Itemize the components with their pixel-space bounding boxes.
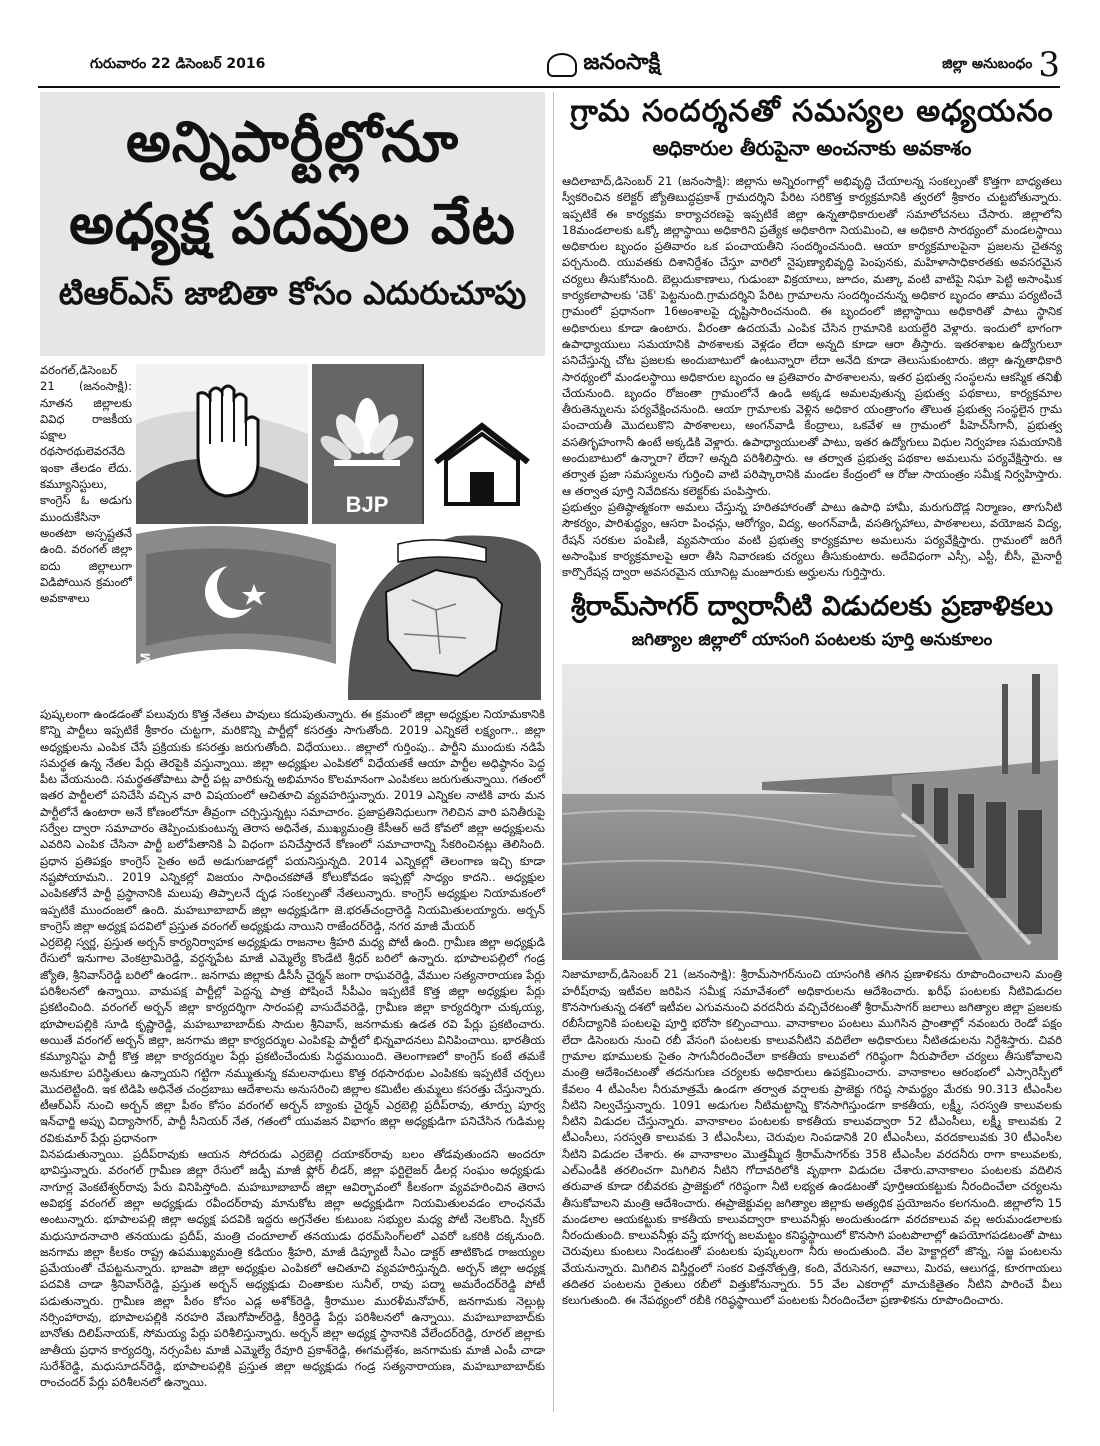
congress-flag-image: [136, 364, 308, 524]
lead-headline-line1: అన్నిపార్టీల్లోనూ: [125, 110, 460, 175]
sriramsagar-paragraph: నిజామాబాద్,డిసెంబర్ 21 (జనంసాక్షి): శ్రీరామ్‌సాగర్‌నుంచి యాసంగికి తగిన ప్రణాళికను రూపొందించాలని మంత్రి హరీష్‌రావు ఇటీవల జరిపిన సమీక్ష సమావేశంలో అధికారులను ఆదేశించారు. ఖరీఫ్ పంటలకు నీటివిడుదల కొనసాగుతున్న దశలో ఇటీవల ఎగువనుంచి వరదనీరు వచ్చిచేరటంతో శ్రీరామ్‌సాగర్ జలాలు జగిత్యాల జిల్లా ప్రజలకు రబీసేద్యానికి పంటలపై పూర్తి భరోసా కల్పించాయి. వానాకాలం పంటలు ముగిసిన ప్రాంతాల్లో నవంబరు రెండో పక్షం లేదా డిసెంబరు నుంచి రబీ వేసంగి పంటలకు కాలువనీటిని వదిలేలా అధికారులు నీటితడులను నిర్దేశిస్తారు. చివరి గ్రామాల భూములకు సైతం సాగునీరందించేలా కాకతీయ కాలువలో గరిష్ఠంగా నీరుపారేలా చర్యలు తీసుకోవాలని మంత్రి ఆదేశించటంతో తదనుగుణ చర్యలకు అధికారులు ఉపక్రమించారు. వానాకాలం ఆరంభంలో ఎస్సారెస్పీలో కేవలం 4 టీఎంసీల నీరుమాత్రమే ఉండగా తర్వాత వర్షాలకు ప్రాజెక్టు గరిష్ఠ సామర్థ్యం మేరకు 90.313 టీఎంసీల నీటిని నిల్వచేస్తున్నారు. 1091 అడుగుల నీటిమట్టాన్ని కొనసాగిస్తుండగా కాకతీయ, లక్ష్మీ, సరస్వతి కాలువలకు నీటిని విడుదల చేస్తున్నారు. వానాకాలం పంటలకు కాకతీయ కాలువద్వారా 52 టీఎంసీలు, లక్ష్మీ కాలువకు 2 టీఎంసీలు, సరస్వతి కాలువకు 3 టీఎంసీలు, చెరువుల నింపడానికి 20 టీఎంసీలు, వరదకాలువకు 30 టీఎంసీల నీటిని విడుదల చేశారు. ఈ వానాకాలం మొత్తమ్మీద శ్రీరామ్‌సాగర్‌కు 358 టీఎంసీల వరదనీరు రాగా కాలువలకు, ఎల్‌ఎండీకి తరలించగా మిగిలిన నీటిని గోదావరిలోకి వృథాగా విడుదల చేశారు.వానాకాలం పంటలకు వదిలిన తరువాత కూడా రబీవరకు ప్రాజెక్టులో గరిష్ఠంగా నీటి లభ్యత ఉండటంతో పూర్తిఆయకట్టుకు నీరందించేలా చర్యలను తీసుకోవాలని మంత్రి ఆదేశించారు. ఈప్రాజెక్టువల్ల జగిత్యాల జిల్లాకు అత్యధిక ప్రయోజనం కలగనుంది. జిల్లాలోని 15 మండలాల ఆయకట్టుకు కాకతీయ కాలువద్వారా కాలువనీళ్లు అందుతుండగా వరదకాలువ వల్ల అరుమండలాలకు నీరందుతుంది. కాలువనీళ్లు వస్తే భూగర్భ జలమట్టం కనిష్ఠస్థాయిలో కొనసాగి పంటపొలాల్లో ఉపయోగపడటంతో పాటు చెరువులు కుంటలు నిండటంతో పంటలకు పుష్కలంగా నీరు అందుతుంది. వేల హెక్టార్లలో జొన్న, సజ్జ పంటలను వేయనున్నారు. మిగిలిన విస్తీర్ణంలో సంకర విత్తనోత్పత్తి, కంది, వేరుసెనగ, ఆవాలు, మిరప, ఆలుగడ్డ, కూరగాయలు తదితర పంటలను రైతులు రబీలో విత్తుకోనున్నారు. 55 వేల ఎకరాల్లో మాచుకితైతం నీటిని పారించే వీలు కలుగుతుంది. ఈ నేపథ్యంలో రబీకి గరిష్ఠస్థాయిలో పంటలకు నీరందించేలా ప్రణాళికను రూపొందించారు.: [562, 967, 1062, 1308]
left-article: [40, 92, 545, 1390]
sriramsagar-dam-photo: [562, 664, 1058, 960]
lead-subheadline: టిఆర్ఎస్ జాబితా కోసం ఎదురుచూపు: [58, 274, 527, 312]
village-visit-paragraph: ఆదిలాబాద్,డిసెంబర్ 21 (జనంసాక్షి): జిల్లాను అన్నిరంగాల్లో అభివృద్ధి చేయాలన్న సంకల్పంతో కొత్తగా బాధ్యతలు స్వీకరించిన కలెక్టర్ జ్యోతిబుద్ధప్రకాశ్ గ్రామదర్శిని పేరిట సరికొత్త కార్యక్రమానికి త్వరలో శ్రీకారం చుట్టబోతున్నారు. ఇప్పటికే ఈ కార్యక్రమ కార్యాచరణపై ఇప్పటికే జిల్లా ఉన్నతాధికారులతో సమాలోచనలు చేసారు. జిల్లాలోని 18మండలాలకు ఒక్కో జిల్లాస్థాయి అధికారిని ప్రత్యేక అధికారిగా నియమించి, ఆ అధికారి సారథ్యంలో మండలస్థాయి అధికారుల బృందం ప్రతివారం ఒక పంచాయతీని సందర్శించనుంది. ఆయా కార్యక్రమాలపైనా ప్రజలను చైతన్య పర్చనుంది. యువతకు దిశానిర్దేశం చేస్తూ వారిలో నైపుణ్యాభివృద్ధి పెంపునకు, మహిళాసాధికారతకు అవసరమైన చర్యలు తీసుకోనుంది. బెల్లుదుకాణాలు, గుడుంబా విక్రయాలు, జూదం, మత్కా వంటి వాటిపై నిఘా పెట్టి అసాంఘిక కార్యకలాపాలకు 'చెక్' పెట్టనుంది.గ్రామదర్శిని పేరిట గ్రామాలను సందర్శించనున్న అధికార బృందం తాము పర్యటించే గ్రామంలో ప్రధానంగా 16అంశాలపై దృష్టిసారించనుంది. ఈ బృందంలో జిల్లాస్థాయి అధికారితో పాటు స్థానిక అధికారులు కూడా ఉంటారు. వీరంతా ఉదయమే ఎంపిక చేసిన గ్రామానికి బయల్దేరి వెళ్లారు. ఇందులో భాగంగా ఉపాధ్యాయులు సమయానికి పాఠశాలకు వెళ్లడం లేదా అన్నది కూడా ఆరా తీస్తారు. ఇతరశాఖల ఉద్యోగులూ పనిచేస్తున్న చోట ప్రజలకు అందుబాటులో ఉంటున్నారా లేదా అనేది కూడా తెలుసుకుంటారు. జిల్లా ఉన్నతాధికారి సారథ్యంలో మండలస్థాయి అధికారుల బృందం ఆ ప్రతివారం పాఠశాలలను, ఇతర ప్రభుత్వ సంస్థలను ఆకస్మిక తనిఖీ చేయనుంది. బృందం రోజంతా గ్రామంలోనే ఉండి అక్కడ అమలవుతున్న ప్రభుత్వ పథకాలు, కార్యక్రమాల తీరుతెన్నులను పర్యవేక్షించనుంది. ఆయా గ్రామాలకు వెళ్లిన అధికార యంత్రాంగం తొలుత ప్రభుత్వ సంస్థలైన గ్రామ పంచాయతీ మొదలుకొని పాఠశాలలు, అంగన్‌వాడీ కేంద్రాలు, ఒకవేళ ఆ గ్రామంలో పీహెచ్‌సీగానీ, ప్రభుత్వ వసతిగృహంగానీ ఉంటే అక్కడికి వెళ్లారు. ఉపాధ్యాయులతో పాటు, ఇతర ఉద్యోగులు విధుల నిర్వహణ సమయానికి అందుబాటులో ఉన్నారా? లేదా? అన్నది పరిశీలిస్తారు. ఆ తర్వాత ప్రభుత్వ పథకాల అమలును పర్యవేక్షిస్తారు. ఆ తర్వాత ప్రజా సమస్యలను గుర్తించి వాటి పరిష్కారానికి మండల కేంద్రంలో ఆ రోజు సాయంత్రం సమీక్ష నిర్వహిస్తారు. ఆ తర్వాత పూర్తి నివేదికను కలెక్టర్‌కు పంపిస్తారు.: [562, 174, 1062, 498]
village-visit-paragraph: ప్రభుత్వం ప్రతిష్ఠాత్మకంగా అమలు చేస్తున్న హరితహారంతో పాటు ఉపాధి హామీ, మరుగుదొడ్ల నిర్మాణం, తాగునీటి సౌకర్యం, పారిశుద్ధ్యం, ఆసరా పింఛన్లు, ఆరోగ్యం, విద్య, అంగన్‌వాడీ, వసతిగృహాలు, పాఠశాలలు, వయోజన విద్య, రేషన్ సరకుల పంపిణీ, వ్యవసాయం వంటి ప్రభుత్వ కార్యక్రమాల అమలును పర్యవేక్షిస్తారు. గ్రామంలో జరిగే అసాంఘిక కార్యక్రమాలపై ఆరా తీసి నివారణకు చర్యలు తీసుకుంటారు. అదేవిధంగా ఎస్సీ, ఎస్టీ, బీసీ, మైనార్టీ కార్పొరేషన్ల ద్వారా అవసరమైన యూనిట్ల మంజూరుకు అర్హులను గుర్తిస్తారు.: [562, 499, 1062, 580]
article-paragraph: ఎర్రబెల్లి స్వర్ణ, ప్రస్తుత అర్బన్ కార్యనిర్వాహక అధ్యక్షుడు రాజనాల శ్రీహరి మధ్య పోటీ ఉంది. గ్రామీణ జిల్లా అధ్యక్షుడి రేసులో ఇనుగాల వెంకట్రామిరెడ్డి, వర్ధన్నపేట మాజీ ఎమ్మెల్యే కొండేటి శ్రీధర్ బరిలో ఉన్నారు. భూపాలపల్లిలో గండ్ర జ్యోతి, శ్రీనివాస్‌రెడ్డి బరిలో ఉండగా.. జనగామ జిల్లాకు డీసీసీ చైర్మన్ జంగా రాఘవరెడ్డి, వేముల సత్యనారాయణ పేర్లు పరిశీలనలో ఉన్నాయి. వామపక్ష పార్టీల్లో పెద్దన్న పాత్ర పోషించే సీపీఎం ఇప్పటికే కొత్త జిల్లా అధ్యక్షుల పేర్లు ప్రకటించింది. వరంగల్ అర్బన్ జిల్లా కార్యదర్శిగా సారంపల్లి వాసుదేవరెడ్డి, గ్రామీణ జిల్లా కార్యదర్శిగా చుక్కయ్య, భూపాలపల్లికి సూడి కృష్ణారెడ్డి, మహబూబాబాద్‌కు సాదుల శ్రీనివాస్, జనగామకు ఉడత రవి పేర్లు ప్రకటించారు. అయితే వరంగల్ అర్బన్ జిల్లా, జనగామ జిల్లా కార్యదర్శుల ఎంపికపై పార్టీలో భిన్నవాదనలు వినిపించాయి. భారతీయ కమ్యూనిస్టు పార్టీ కొత్త జిల్లా కార్యదర్శుల పేర్లు ప్రకటించేందుకు సిద్ధమయింది. తెలంగాణలో కాంగ్రెస్ కంటే తమకే అనుకూల పరిస్థితులు ఉన్నాయని గట్టిగా నమ్ముతున్న కమలనాథులు కొత్త రథసారథుల ఎంపికకు ఇప్పటికే చర్చలు మొదలెట్టింది. ఇక టిడిపి అధినేత చంద్రబాబు ఆదేశాలను అనుసరించి జిల్లాల కమిటీల తుమ్మలు కసరత్తు చేస్తున్నారు. టీఆర్ఎస్ నుంచి అర్బన్ జిల్లా పీఠం కోసం వరంగల్ అర్బన్ బ్యాంకు చైర్మన్ ఎర్రబెల్లి ప్రదీప్‌రావు, తూర్పు పూర్వ ఇన్‌ఛార్జి అప్పు విద్యాసాగర్, పార్టీ సీనియర్ నేత, గతంలో యువజన విభాగం జిల్లా అధ్యక్షుడిగా పనిచేసిన గుడిమల్ల రవికుమార్ పేర్లు ప్రధానంగా: [40, 935, 545, 1145]
logo-emblem-icon: [547, 53, 577, 77]
aimim-flag-image: [136, 526, 336, 700]
newspaper-logo: [547, 50, 660, 80]
sriramsagar-headline: శ్రీరామ్‌సాగర్ ద్వారానీటి విడుదలకు ప్రణాళికలు: [570, 591, 1054, 623]
article-body: [40, 706, 545, 1390]
aimim-label: AIMIM: [137, 652, 153, 694]
village-visit-subheadline: అధికారుల తీరుపైనా అంచనాకు అవకాశం: [652, 136, 972, 160]
newspaper-name: జనంసాక్షి: [583, 50, 661, 75]
issue-date: గురువారం 22 డిసెంబర్ 2016: [90, 55, 266, 72]
party-symbols-photo: [136, 364, 541, 700]
article-intro: వరంగల్,డిసెంబర్ 21 (జనంసాక్షి): నూతన జిల్లాలకు వివిధ రాజకీయ పక్షాల రథసారథులెవరనేది ఇంకా తేలడం లేదు. కమ్యూనిస్టులు, కాంగ్రెస్ ఓ అడుగు ముందుకేసినా అంతటా అస్పష్టతనే ఉంది. వరంగల్ జిల్లా ఐదు జిల్లాలుగా విడిపోయిన క్రమంలో అవకాశాలు: [40, 363, 132, 606]
telangana-map-image: [340, 528, 541, 700]
article-paragraph: పుష్కలంగా ఉండడంతో పలువురు కొత్త నేతలు పావులు కదుపుతున్నారు. ఈ క్రమంలో జిల్లా అధ్యక్షుల నియామకానికి కొన్ని పార్టీలు ఇప్పటికే శ్రీకారం చుట్టగా, మరికొన్ని పార్టీల్లో కసరత్తు సాగుతోంది. 2019 ఎన్నికలే లక్ష్యంగా.. జిల్లా అధ్యక్షులను ఎంపిక చేసే ప్రక్రియకు కసరత్తు జరుగుతోంది. విధేయులు.. జిల్లాలో గుర్తింపు.. పార్టీని ముందుకు నడిపే సమర్థత ఉన్న నేతల పేర్లు తెరపైకి వస్తున్నాయి. జిల్లా అధ్యక్షుల ఎంపికలో విధేయతకే ఆయా పార్టీల అధిష్ఠానం పెద్ద పీట వేయనుంది. సమర్థతతోపాటు పార్టీ పట్ల వారికున్న అభిమానం కొలమానంగా ఎంపికలు జరుగుతున్నాయి. గతంలో ఇతర పార్టీలలో పనిచేసి వచ్చిన వారి విషయంలో ఆచితూచి వ్యవహరిస్తున్నారు. 2019 ఎన్నికల నాటికి వారు మన పార్టీలోనే ఉంటారా అనే కోణంలోనూ తీవ్రంగా చర్చిస్తున్నట్లు సమాచారం. ప్రజాప్రతినిధులుగా గెలిచిన వారి పనితీరుపై సర్వేల ద్వారా సమాచారం తెప్పించుకుంటున్న తెరాస అధినేత, ముఖ్యమంత్రి కేసీఆర్ అదే కోవలో జిల్లా అధ్యక్షులను ఎవరిని ఎంపిక చేసినా పార్టీ బలోపేతానికి ఏ విధంగా పనిచేస్తారనే కోణంలో సమాచారాన్ని సేకరించినట్లు తెలిసింది. ప్రధాన ప్రతిపక్షం కాంగ్రెస్ సైతం అదే అడుగుజాడల్లో పయనిస్తున్నది. 2014 ఎన్నికల్లో తెలంగాణ ఇచ్చి కూడా నష్టపోయామని.. 2019 ఎన్నికల్లో విజయం సాధించకపోతే కోలుకోవడం ఇప్పట్లో సాధ్యం కాదని.. అధ్యక్షుల ఎంపికతోనే పార్టీ ప్రస్థానానికి మలుపు తిప్పాలనే దృఢ సంకల్పంతో నేతలున్నారు. కాంగ్రెస్ అధ్యక్షుల నియామకంలో ఇప్పటికే ముందంజలో ఉంది. మహబూబాబాద్ జిల్లా అధ్యక్షుడిగా జె.భరత్‌చంద్రారెడ్డి నియమితులయ్యారు. అర్బన్ కాంగ్రెస్ జిల్లా అధ్యక్ష పదవిలో ప్రస్తుత వరంగల్ అధ్యక్షుడు నాయిని రాజేందర్‌రెడ్డి, నగర మాజీ మేయర్: [40, 707, 545, 933]
village-visit-headline: గ్రామ సందర్శనతో సమస్యల అధ్యయనం: [570, 94, 1054, 129]
masthead: [38, 44, 1060, 88]
article-paragraph: వినపడుతున్నాయి. ప్రదీప్‌రావుకు ఆయన సోదరుడు ఎర్రబెల్లి దయాకర్‌రావు బలం తోడవుతుందని అందరూ భావిస్తున్నారు. వరంగల్ గ్రామీణ జిల్లా రేసులో జడ్పీ మాజీ ఫ్లోర్ లీడర్, జిల్లా ఫర్టిలైజర్ డీలర్ల సంఘం అధ్యక్షుడు నాగూర్ల వెంకటేశ్వర్‌రావు పేరు వినిపిస్తోంది. మహబూబాబాద్ జిల్లా ఆవిర్భావంలో కీలకంగా వ్యవహరించిన తెరాస అవిభక్త వరంగల్ జిల్లా అధ్యక్షుడు రవీందర్‌రావు మానుకోట జిల్లా అధ్యక్షుడిగా నియమితులవడం లాంఛనమే అంటున్నారు. భూపాలపల్లి జిల్లా అధ్యక్ష పదవికి ఇద్దరు అగ్రనేతల కుటుంబ సభ్యుల మధ్య పోటీ నెలకొంది. స్పీకర్ మధుసూదనాచారి తనయుడు ప్రదీప్, మంత్రి చందూలాల్ తనయుడు ధరమ్‌సింగ్‌లలో ఎవరో ఒకరికి దక్కనుంది. జనగామ జిల్లా కీలకం రాష్ట్ర ఉపముఖ్యమంత్రి కడియం శ్రీహరి, మాజీ డిప్యూటీ సీఎం డాక్టర్ తాటికొండ రాజయ్యల ప్రమేయంతో చేపట్టనున్నారు. భాజపా జిల్లా అధ్యక్షుల ఎంపికలో ఆచితూచి వ్యవహరిస్తున్నది. అర్బన్ జిల్లా అధ్యక్ష పదవికి చాడా శ్రీనివాస్‌రెడ్డి, ప్రస్తుత అర్బన్ అధ్యక్షుడు చింతాకుల సునీల్, రావు పద్మా అమరేందర్‌రెడ్డి పోటీ పడుతున్నారు. గ్రామీణ జిల్లా పీఠం కోసం ఎడ్ల అశోక్‌రెడ్డి, శ్రీరాముల మురళీమనోహర్, జనగామకు నెల్లుట్ల నర్సింహారావు, భూపాలపల్లికి నరహరి వేణుగోపాల్‌రెడ్డి, కీర్తిరెడ్డి పేర్లు పరిశీలనలో ఉన్నాయి. మహబూబాబాద్‌కు బానోతు దిలిప్‌నాయక్, సోమయ్య పేర్లు పరిశీలిస్తున్నారు. అర్బన్ జిల్లా అధ్యక్ష స్థానానికి వేలేందర్‌రెడ్డి, రూరల్ జిల్లాకు జాతీయ ప్రధాన కార్యదర్శి, నర్సంపేట మాజీ ఎమ్మెల్యే రేవూరి ప్రకాశ్‌రెడ్డి, ఈగమల్లేశం, జనగామకు మాజీ ఎంపీ చాడా సురేశ్‌రెడ్డి, మధుసూదన్‌రెడ్డి, భూపాలపల్లికి ప్రస్తుత జిల్లా అధ్యక్షుడు గండ్ర సత్యనారాయణ, మహబూబాబాద్‌కు రాంచందర్ పేర్లు పరిశీలనలో ఉన్నాయి.: [40, 1147, 545, 1390]
sriramsagar-subheadline: జగిత్యాల జిల్లాలో యాసంగి పంటలకు పూర్తి అనుకూలం: [631, 630, 993, 651]
bjp-label: BJP: [345, 492, 389, 517]
lead-headline-line2: అధ్యక్ష పదవుల వేట: [69, 192, 516, 257]
bjp-flag-image: [312, 364, 541, 524]
page-info: [942, 45, 1060, 85]
column-divider: [553, 92, 554, 1412]
page-number: 3: [1038, 45, 1060, 85]
lead-headline-box: [40, 92, 545, 356]
section-name: జిల్లా అనుబంధం: [942, 55, 1033, 72]
right-column: [562, 92, 1062, 1309]
